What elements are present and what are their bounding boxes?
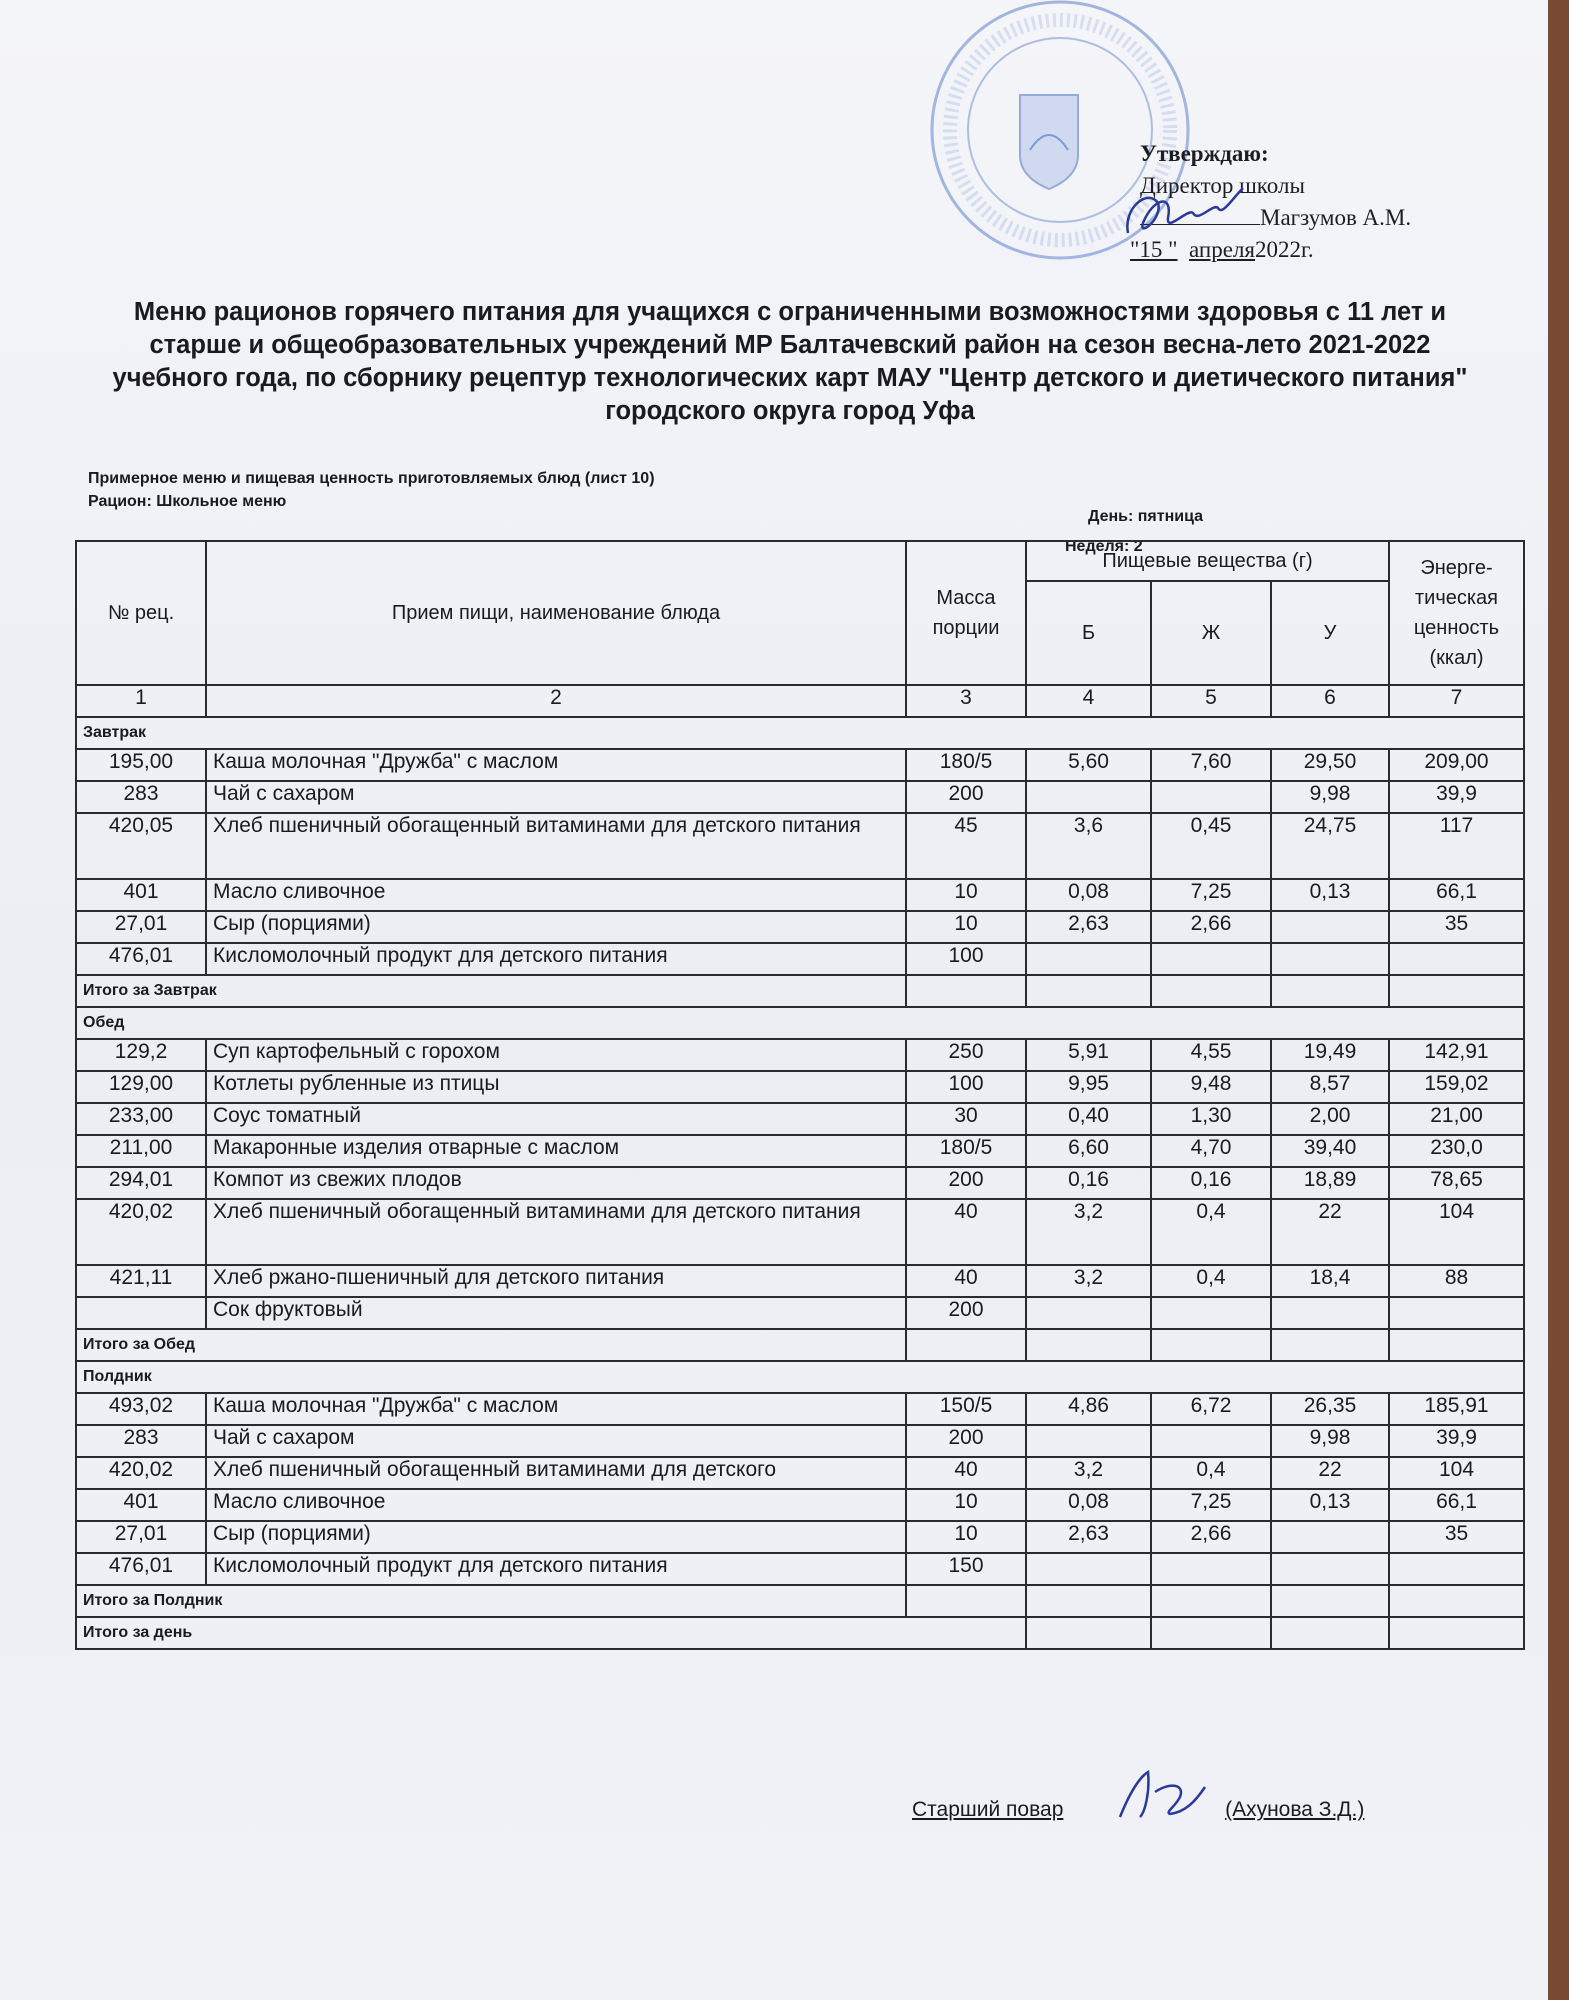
fat-cell: 0,4 (1151, 1199, 1271, 1265)
mass-cell: 200 (906, 1425, 1026, 1457)
table-row (76, 813, 1524, 879)
total-value-cell (1271, 1617, 1389, 1649)
day-total-row (76, 1617, 1524, 1649)
table-row (76, 1393, 1524, 1425)
table-row (76, 749, 1524, 781)
carbs-cell: 0,13 (1271, 1489, 1389, 1521)
header-fat: Ж (1151, 581, 1271, 685)
recipe-no-cell: 420,02 (76, 1457, 206, 1489)
ration-label: Рацион: Школьное меню (88, 493, 287, 510)
approval-day: "15 " (1130, 237, 1178, 262)
fat-cell: 0,16 (1151, 1167, 1271, 1199)
recipe-no-cell: 420,02 (76, 1199, 206, 1265)
carbs-cell: 39,40 (1271, 1135, 1389, 1167)
table-row (76, 1489, 1524, 1521)
total-value-cell (1151, 975, 1271, 1007)
column-number: 7 (1389, 685, 1524, 717)
protein-cell: 0,08 (1026, 1489, 1151, 1521)
energy-cell: 78,65 (1389, 1167, 1524, 1199)
dish-name-cell: Каша молочная "Дружба" с маслом (206, 1393, 906, 1425)
protein-cell (1026, 781, 1151, 813)
fat-cell: 0,4 (1151, 1457, 1271, 1489)
column-number: 3 (906, 685, 1026, 717)
protein-cell (1026, 1553, 1151, 1585)
total-value-cell (1026, 975, 1151, 1007)
total-value-cell (1389, 1585, 1524, 1617)
table-row (76, 1425, 1524, 1457)
energy-cell (1389, 1553, 1524, 1585)
dish-name-cell: Каша молочная "Дружба" с маслом (206, 749, 906, 781)
protein-cell: 3,6 (1026, 813, 1151, 879)
approval-year: 2022г. (1255, 237, 1314, 262)
approval-heading: Утверждаю: (1140, 141, 1269, 166)
table-row (76, 1103, 1524, 1135)
total-value-cell (1151, 1329, 1271, 1361)
total-value-cell (1389, 1329, 1524, 1361)
mass-cell: 10 (906, 879, 1026, 911)
recipe-no-cell: 129,2 (76, 1039, 206, 1071)
mass-cell: 150/5 (906, 1393, 1026, 1425)
carbs-cell (1271, 1297, 1389, 1329)
protein-cell: 5,91 (1026, 1039, 1151, 1071)
dish-name-cell: Кисломолочный продукт для детского питания (206, 943, 906, 975)
protein-cell: 3,2 (1026, 1265, 1151, 1297)
protein-cell: 4,86 (1026, 1393, 1151, 1425)
approval-name: Магзумов А.М. (1260, 205, 1412, 230)
total-value-cell (1151, 1617, 1271, 1649)
carbs-cell: 18,89 (1271, 1167, 1389, 1199)
table-row (76, 943, 1524, 975)
fat-cell: 0,45 (1151, 813, 1271, 879)
document-title: Меню рационов горячего питания для учащихся с ограниченными возможностями здоровья с 11 лет и старше и общеобразовательных учреждений МР Балтачевский район на сезон весна-лето 2021-2022 учебного года, по сборнику рецептур технологических карт МАУ "Центр детского и диетического питания" городского округа город Уфа (112, 298, 1468, 425)
mass-cell: 180/5 (906, 749, 1026, 781)
total-value-cell (906, 975, 1026, 1007)
total-value-cell (1026, 1617, 1151, 1649)
energy-cell: 142,91 (1389, 1039, 1524, 1071)
total-value-cell (1026, 1329, 1151, 1361)
dish-name-cell: Хлеб пшеничный обогащенный витаминами для детского питания (206, 1199, 906, 1265)
recipe-no-cell: 27,01 (76, 1521, 206, 1553)
fat-cell (1151, 1297, 1271, 1329)
table-row (76, 879, 1524, 911)
dish-name-cell: Соус томатный (206, 1103, 906, 1135)
dish-name-cell: Чай с сахаром (206, 1425, 906, 1457)
section-header-row (76, 1361, 1524, 1393)
subtitle: Примерное меню и пищевая ценность приготовляемых блюд (лист 10) (88, 470, 655, 487)
recipe-no-cell: 421,11 (76, 1265, 206, 1297)
carbs-cell: 26,35 (1271, 1393, 1389, 1425)
protein-cell: 2,63 (1026, 911, 1151, 943)
section-name: Обед (76, 1007, 1524, 1039)
recipe-no-cell (76, 1297, 206, 1329)
carbs-cell (1271, 911, 1389, 943)
total-value-cell (1271, 975, 1389, 1007)
energy-cell: 209,00 (1389, 749, 1524, 781)
column-number: 5 (1151, 685, 1271, 717)
total-value-cell (1389, 1617, 1524, 1649)
director-signature (1118, 178, 1258, 248)
protein-cell: 9,95 (1026, 1071, 1151, 1103)
dish-name-cell: Чай с сахаром (206, 781, 906, 813)
mass-cell: 100 (906, 943, 1026, 975)
dish-name-cell: Масло сливочное (206, 879, 906, 911)
energy-cell: 230,0 (1389, 1135, 1524, 1167)
mass-cell: 40 (906, 1457, 1026, 1489)
fat-cell: 7,25 (1151, 1489, 1271, 1521)
table-row (76, 1167, 1524, 1199)
carbs-cell: 24,75 (1271, 813, 1389, 879)
mass-cell: 40 (906, 1199, 1026, 1265)
recipe-no-cell: 27,01 (76, 911, 206, 943)
table-row (76, 1071, 1524, 1103)
approval-position: Директор школы (1140, 173, 1305, 198)
recipe-no-cell: 476,01 (76, 1553, 206, 1585)
total-value-cell (1389, 975, 1524, 1007)
protein-cell: 6,60 (1026, 1135, 1151, 1167)
header-nutrients: Пищевые вещества (г) (1026, 541, 1389, 581)
mass-cell: 10 (906, 1521, 1026, 1553)
header-energy: Энерге-тическая ценность (ккал) (1389, 541, 1524, 685)
protein-cell: 3,2 (1026, 1457, 1151, 1489)
fat-cell: 9,48 (1151, 1071, 1271, 1103)
fat-cell: 4,70 (1151, 1135, 1271, 1167)
carbs-cell: 18,4 (1271, 1265, 1389, 1297)
mass-cell: 45 (906, 813, 1026, 879)
mass-cell: 100 (906, 1071, 1026, 1103)
dish-name-cell: Сок фруктовый (206, 1297, 906, 1329)
protein-cell: 5,60 (1026, 749, 1151, 781)
dish-name-cell: Масло сливочное (206, 1489, 906, 1521)
fat-cell: 7,25 (1151, 879, 1271, 911)
section-header-row (76, 717, 1524, 749)
recipe-no-cell: 195,00 (76, 749, 206, 781)
header-mass: Масса порции (906, 541, 1026, 685)
table-row (76, 1265, 1524, 1297)
carbs-cell (1271, 1553, 1389, 1585)
section-total-row (76, 975, 1524, 1007)
section-total-row (76, 1585, 1524, 1617)
dish-name-cell: Компот из свежих плодов (206, 1167, 906, 1199)
carbs-cell (1271, 1521, 1389, 1553)
energy-cell: 35 (1389, 911, 1524, 943)
recipe-no-cell: 233,00 (76, 1103, 206, 1135)
carbs-cell: 22 (1271, 1199, 1389, 1265)
table-row (76, 781, 1524, 813)
header-carbs: У (1271, 581, 1389, 685)
total-value-cell (906, 1329, 1026, 1361)
approval-month: апреля (1189, 237, 1256, 262)
mass-cell: 180/5 (906, 1135, 1026, 1167)
cook-name: (Ахунова З.Д.) (1225, 1798, 1365, 1821)
energy-cell: 66,1 (1389, 879, 1524, 911)
carbs-cell: 8,57 (1271, 1071, 1389, 1103)
mass-cell: 40 (906, 1265, 1026, 1297)
protein-cell: 2,63 (1026, 1521, 1151, 1553)
mass-cell: 200 (906, 1297, 1026, 1329)
recipe-no-cell: 283 (76, 1425, 206, 1457)
recipe-no-cell: 476,01 (76, 943, 206, 975)
fat-cell (1151, 1425, 1271, 1457)
section-name: Полдник (76, 1361, 1524, 1393)
protein-cell (1026, 1297, 1151, 1329)
mass-cell: 150 (906, 1553, 1026, 1585)
header-dish: Прием пищи, наименование блюда (206, 541, 906, 685)
section-header-row (76, 1007, 1524, 1039)
dish-name-cell: Макаронные изделия отварные с маслом (206, 1135, 906, 1167)
energy-cell: 66,1 (1389, 1489, 1524, 1521)
day-total-label: Итого за день (76, 1617, 1026, 1649)
fat-cell: 4,55 (1151, 1039, 1271, 1071)
section-total-label: Итого за Полдник (76, 1585, 906, 1617)
mass-cell: 10 (906, 1489, 1026, 1521)
fat-cell: 7,60 (1151, 749, 1271, 781)
table-row (76, 1457, 1524, 1489)
recipe-no-cell: 211,00 (76, 1135, 206, 1167)
fat-cell: 2,66 (1151, 1521, 1271, 1553)
dish-name-cell: Хлеб пшеничный обогащенный витаминами для детского (206, 1457, 906, 1489)
column-number: 1 (76, 685, 206, 717)
carbs-cell: 19,49 (1271, 1039, 1389, 1071)
fat-cell: 6,72 (1151, 1393, 1271, 1425)
fat-cell: 0,4 (1151, 1265, 1271, 1297)
protein-cell: 0,16 (1026, 1167, 1151, 1199)
week-label: Неделя: 2 (1065, 538, 1143, 555)
column-number-row (76, 685, 1524, 717)
section-total-row (76, 1329, 1524, 1361)
column-number: 6 (1271, 685, 1389, 717)
table-row (76, 1553, 1524, 1585)
energy-cell: 159,02 (1389, 1071, 1524, 1103)
total-value-cell (1151, 1585, 1271, 1617)
protein-cell: 3,2 (1026, 1199, 1151, 1265)
column-number: 4 (1026, 685, 1151, 717)
table-row (76, 1039, 1524, 1071)
recipe-no-cell: 294,01 (76, 1167, 206, 1199)
energy-cell: 104 (1389, 1457, 1524, 1489)
table-row (76, 1297, 1524, 1329)
dish-name-cell: Хлеб пшеничный обогащенный витаминами для детского питания (206, 813, 906, 879)
mass-cell: 30 (906, 1103, 1026, 1135)
dish-name-cell: Кисломолочный продукт для детского питания (206, 1553, 906, 1585)
energy-cell: 39,9 (1389, 781, 1524, 813)
carbs-cell (1271, 943, 1389, 975)
day-label: День: пятница (1088, 508, 1204, 525)
mass-cell: 10 (906, 911, 1026, 943)
carbs-cell: 9,98 (1271, 781, 1389, 813)
energy-cell: 39,9 (1389, 1425, 1524, 1457)
energy-cell: 35 (1389, 1521, 1524, 1553)
protein-cell: 0,40 (1026, 1103, 1151, 1135)
energy-cell: 117 (1389, 813, 1524, 879)
total-value-cell (1026, 1585, 1151, 1617)
recipe-no-cell: 283 (76, 781, 206, 813)
recipe-no-cell: 401 (76, 879, 206, 911)
recipe-no-cell: 493,02 (76, 1393, 206, 1425)
carbs-cell: 9,98 (1271, 1425, 1389, 1457)
table-row (76, 1521, 1524, 1553)
fat-cell (1151, 1553, 1271, 1585)
section-name: Завтрак (76, 717, 1524, 749)
energy-cell: 104 (1389, 1199, 1524, 1265)
header-recipe-no: № рец. (76, 541, 206, 685)
carbs-cell: 2,00 (1271, 1103, 1389, 1135)
energy-cell: 185,91 (1389, 1393, 1524, 1425)
cook-label: Старший повар (912, 1798, 1064, 1821)
dish-name-cell: Хлеб ржано-пшеничный для детского питания (206, 1265, 906, 1297)
table-row (76, 1199, 1524, 1265)
dish-name-cell: Сыр (порциями) (206, 911, 906, 943)
table-row (76, 1135, 1524, 1167)
recipe-no-cell: 129,00 (76, 1071, 206, 1103)
section-total-label: Итого за Обед (76, 1329, 906, 1361)
section-total-label: Итого за Завтрак (76, 975, 906, 1007)
protein-cell: 0,08 (1026, 879, 1151, 911)
menu-table (75, 540, 1525, 1650)
dish-name-cell: Сыр (порциями) (206, 1521, 906, 1553)
header-protein: Б (1026, 581, 1151, 685)
total-value-cell (1271, 1585, 1389, 1617)
recipe-no-cell: 420,05 (76, 813, 206, 879)
protein-cell (1026, 1425, 1151, 1457)
recipe-no-cell: 401 (76, 1489, 206, 1521)
table-row (76, 911, 1524, 943)
fat-cell (1151, 781, 1271, 813)
fat-cell (1151, 943, 1271, 975)
energy-cell (1389, 1297, 1524, 1329)
carbs-cell: 0,13 (1271, 879, 1389, 911)
total-value-cell (1271, 1329, 1389, 1361)
mass-cell: 200 (906, 1167, 1026, 1199)
dish-name-cell: Суп картофельный с горохом (206, 1039, 906, 1071)
mass-cell: 250 (906, 1039, 1026, 1071)
fat-cell: 1,30 (1151, 1103, 1271, 1135)
energy-cell (1389, 943, 1524, 975)
protein-cell (1026, 943, 1151, 975)
mass-cell: 200 (906, 781, 1026, 813)
carbs-cell: 22 (1271, 1457, 1389, 1489)
energy-cell: 21,00 (1389, 1103, 1524, 1135)
carbs-cell: 29,50 (1271, 749, 1389, 781)
fat-cell: 2,66 (1151, 911, 1271, 943)
total-value-cell (906, 1585, 1026, 1617)
cook-signature (1110, 1762, 1220, 1832)
dish-name-cell: Котлеты рубленные из птицы (206, 1071, 906, 1103)
column-number: 2 (206, 685, 906, 717)
energy-cell: 88 (1389, 1265, 1524, 1297)
